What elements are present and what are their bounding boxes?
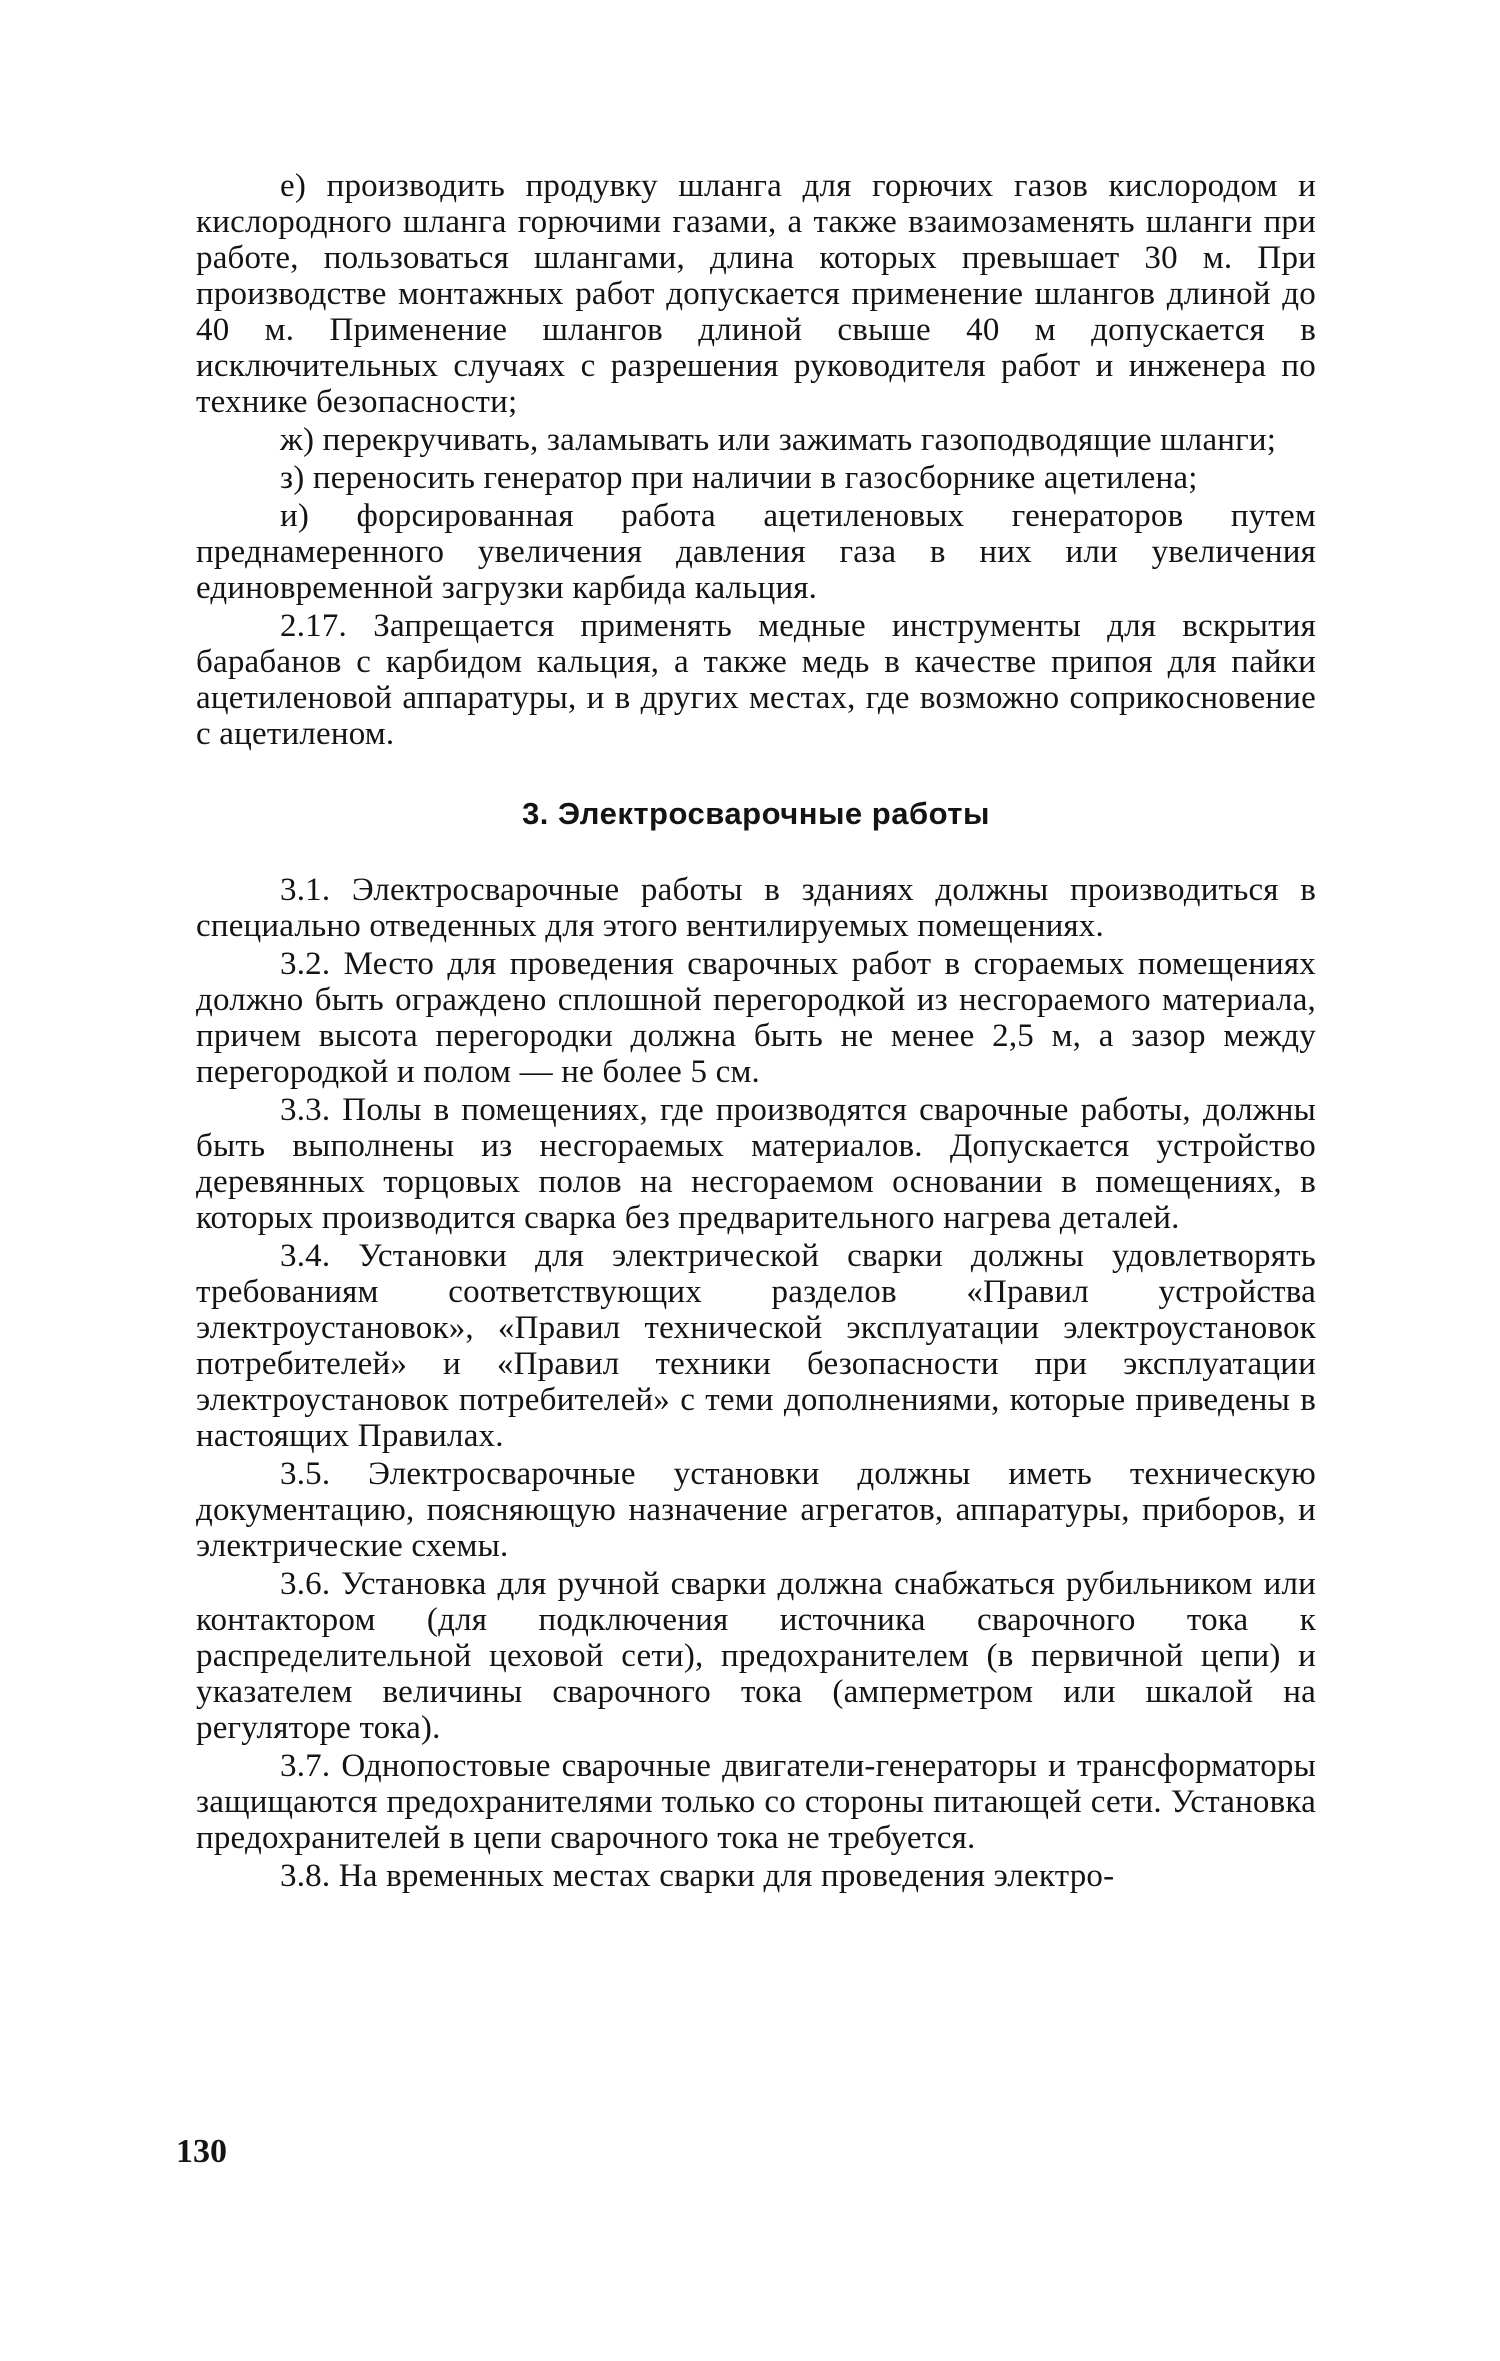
paragraph-3-6: 3.6. Установка для ручной сварки должна снабжаться рубильником или контактором (для подключения источника сварочного тока к распределительной цеховой сети), предохранителем (в первичной цепи) и указателем величины сварочного тока (амперметром или шкалой на регуляторе тока).	[196, 1566, 1316, 1746]
paragraph-3-3: 3.3. Полы в помещениях, где производятся сварочные работы, должны быть выполнены из несгораемых материалов. Допускается устройство деревянных торцовых полов на несгораемом основании в помещениях, в которых производится сварка без предварительного нагрева деталей.	[196, 1092, 1316, 1236]
paragraph-3-5: 3.5. Электросварочные установки должны иметь техническую документацию, поясняющую назначение агрегатов, аппаратуры, приборов, и электрические схемы.	[196, 1456, 1316, 1564]
paragraph-2-17: 2.17. Запрещается применять медные инструменты для вскрытия барабанов с карбидом кальция, а также медь в качестве припоя для пайки ацетиленовой аппаратуры, и в других местах, где возможно соприкосновение с ацетиленом.	[196, 608, 1316, 752]
page-number: 130	[176, 2133, 227, 2170]
paragraph-3-8: 3.8. На временных местах сварки для проведения электро-	[280, 1858, 1115, 1894]
paragraph-item-zh: ж) перекручивать, заламывать или зажимать газоподводящие шланги;	[280, 422, 1277, 458]
paragraph-3-7: 3.7. Однопостовые сварочные двигатели-генераторы и трансформаторы защищаются предохранителями только со стороны питающей сети. Установка предохранителей в цепи сварочного тока не требуется.	[196, 1748, 1316, 1856]
paragraph-3-2: 3.2. Место для проведения сварочных работ в сгораемых помещениях должно быть ограждено сплошной перегородкой из несгораемого материала, причем высота перегородки должна быть не менее 2,5 м, а зазор между перегородкой и полом — не более 5 см.	[196, 946, 1316, 1090]
paragraph-item-e: е) производить продувку шланга для горючих газов кислородом и кислородного шланга горючими газами, а также взаимозаменять шланги при работе, пользоваться шлангами, длина которых превышает 30 м. При производстве монтажных работ допускается применение шлангов длиной до 40 м. Применение шлангов длиной свыше 40 м допускается в исключительных случаях с разрешения руководителя работ и инженера по технике безопасности;	[196, 168, 1316, 420]
paragraph-item-z: з) переносить генератор при наличии в газосборнике ацетилена;	[280, 460, 1198, 496]
paragraph-3-4: 3.4. Установки для электрической сварки должны удовлетворять требованиям соответствующих разделов «Правил устройства электроустановок», «Правил технической эксплуатации электроустановок потребителей» и «Правил техники безопасности при эксплуатации электроустановок потребителей» с теми дополнениями, которые приведены в настоящих Правилах.	[196, 1238, 1316, 1454]
paragraph-item-i: и) форсированная работа ацетиленовых генераторов путем преднамеренного увеличения давления газа в них или увеличения единовременной загрузки карбида кальция.	[196, 498, 1316, 606]
paragraph-3-1: 3.1. Электросварочные работы в зданиях должны производиться в специально отведенных для этого вентилируемых помещениях.	[196, 872, 1316, 944]
section-heading: 3. Электросварочные работы	[522, 796, 990, 831]
page-body	[196, 168, 1316, 1894]
